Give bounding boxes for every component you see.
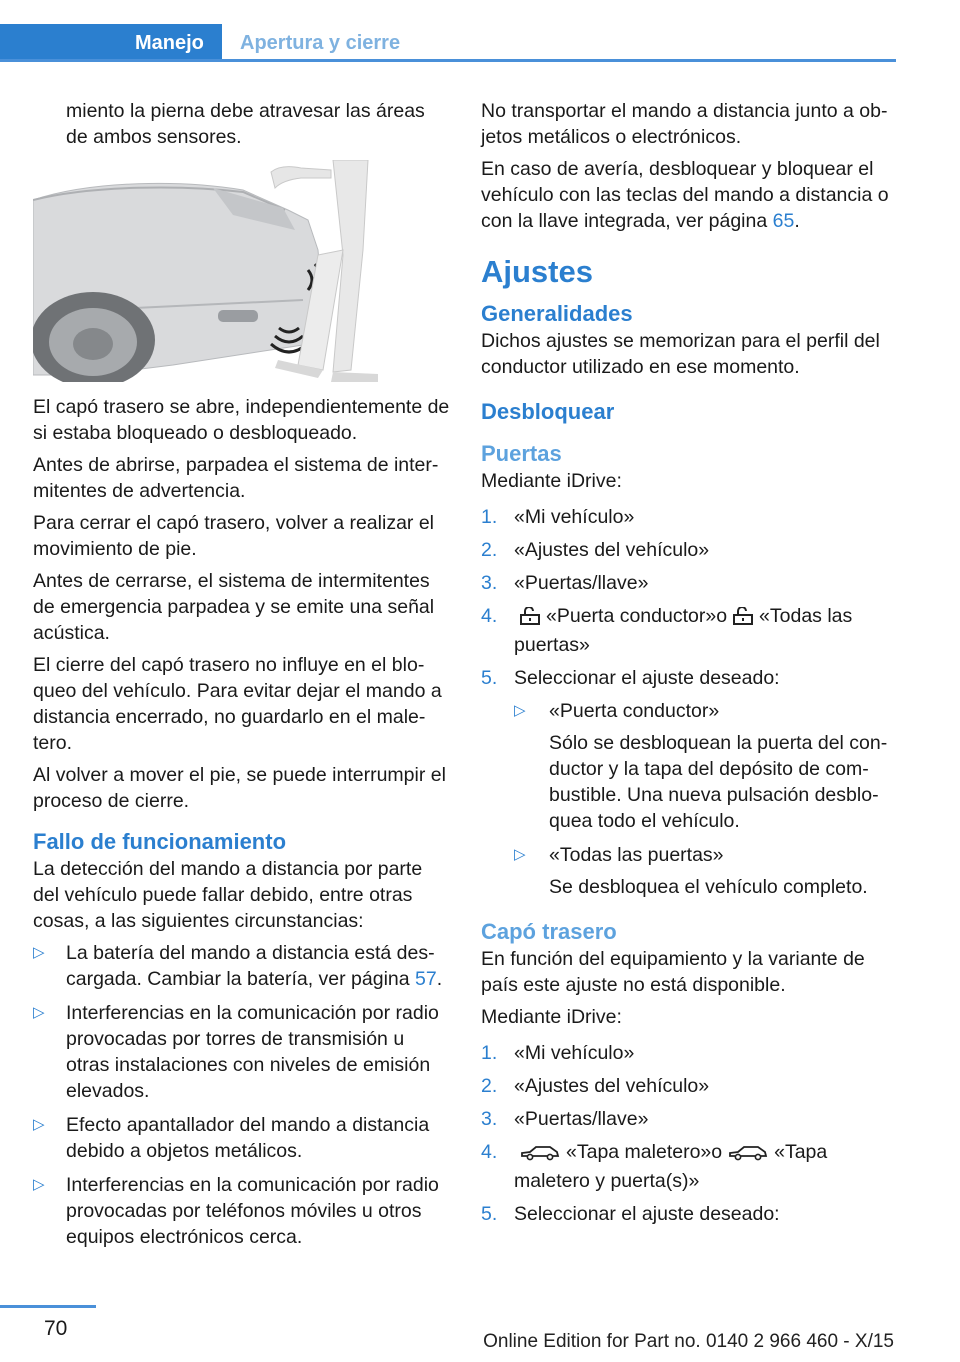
- paragraph: El cierre del capó trasero no influye en el bloqueo del vehículo. Para evitar dejar el mando a distancia encerrado, no guardarlo en el maletero.: [33, 654, 442, 754]
- list-number: 3.: [481, 572, 498, 594]
- page-link[interactable]: 65: [772, 210, 795, 232]
- page-header: [0, 24, 896, 62]
- paragraph: No transportar el mando a distancia junto a objetos metálicos o electrónicos.: [481, 100, 888, 148]
- heading-capo-trasero: Capó trasero: [481, 919, 617, 944]
- intro-paragraph: miento la pierna debe atravesar las áreas de ambos sensores.: [66, 100, 425, 148]
- paragraph: Dichos ajustes se memorizan para el perfil del conductor utilizado en ese momento.: [481, 330, 880, 378]
- list-item: [481, 1073, 896, 1099]
- list-item-text: «Ajustes del vehículo»: [514, 539, 710, 561]
- list-item-text: Seleccionar el ajuste deseado:: [514, 667, 780, 689]
- bullet-triangle-icon: ▷: [33, 1116, 45, 1133]
- tab-apertura-y-cierre[interactable]: Apertura y cierre: [240, 32, 401, 54]
- list-item: [481, 1040, 896, 1066]
- footer-edition-text: Online Edition for Part no. 0140 2 966 460 - X/15: [483, 1331, 894, 1352]
- list-item-text-end: .: [436, 968, 443, 990]
- paragraph: En función del equipamiento y la variante de país este ajuste no está disponible.: [481, 948, 865, 996]
- paragraph: Mediante iDrive:: [481, 470, 622, 492]
- list-item: [481, 1139, 896, 1194]
- sub-list-title: «Puerta conductor»: [549, 700, 720, 722]
- list-item-text: «Puerta conductor»o: [546, 605, 728, 627]
- heading-desbloquear: Desbloquear: [481, 399, 615, 424]
- sub-list-item: [481, 698, 896, 834]
- sub-list-title: «Todas las puertas»: [549, 844, 724, 866]
- paragraph: Para cerrar el capó trasero, volver a realizar el movimiento de pie.: [33, 512, 434, 560]
- paragraph: La detección del mando a distancia por parte del vehículo puede fallar debido, entre otras cosas, a las siguientes circunstancias:: [33, 858, 423, 932]
- list-item-text: «Todas las puertas»: [514, 605, 853, 656]
- sub-list-text: Se desbloquea el vehículo completo.: [549, 876, 868, 898]
- list-item-text: «Tapa maletero y puerta(s)»: [514, 1141, 828, 1192]
- heading-generalidades: Generalidades: [481, 301, 633, 326]
- paragraph: Antes de abrirse, parpadea el sistema de intermitentes de advertencia.: [33, 454, 439, 502]
- car-trunk-icon: [520, 1142, 560, 1168]
- list-item-text: «Puertas/llave»: [514, 572, 649, 594]
- paragraph: [481, 156, 896, 234]
- list-item-text: «Mi vehículo»: [514, 1042, 635, 1064]
- tab-manejo[interactable]: Manejo: [0, 24, 222, 62]
- list-item: [33, 940, 451, 992]
- heading-fallo-de-funcionamiento: Fallo de funcionamiento: [33, 829, 287, 854]
- list-item: [33, 1172, 451, 1250]
- heading-ajustes: Ajustes: [481, 254, 593, 289]
- list-item: [481, 603, 896, 658]
- list-number: 1.: [481, 506, 498, 528]
- left-column: [33, 98, 451, 1258]
- page-number: 70: [44, 1317, 68, 1340]
- kick-sensor-illustration: [33, 160, 403, 382]
- list-item-text: «Tapa maletero»o: [566, 1141, 723, 1163]
- list-number: 4.: [481, 605, 498, 627]
- list-number: 4.: [481, 1141, 498, 1163]
- list-item: [33, 1112, 451, 1164]
- list-item-text: «Mi vehículo»: [514, 506, 635, 528]
- list-item-text: Interferencias en la comunicación por radio provocadas por torres de transmisión u otras instalaciones con niveles de emisión elevados.: [66, 1002, 439, 1102]
- door-unlock-icon: [520, 606, 540, 632]
- sub-list-item: [481, 842, 896, 900]
- car-trunk-icon: [728, 1142, 768, 1168]
- bullet-triangle-icon: ▷: [33, 1004, 45, 1021]
- list-item: [481, 665, 896, 691]
- list-item-text: Seleccionar el ajuste deseado:: [514, 1203, 780, 1225]
- paragraph: El capó trasero se abre, independientemente de si estaba bloqueado o desbloqueado.: [33, 396, 450, 444]
- bullet-triangle-icon: ▷: [514, 702, 526, 719]
- header-rule: [0, 59, 896, 62]
- list-item: [481, 537, 896, 563]
- list-item-text: «Puertas/llave»: [514, 1108, 649, 1130]
- paragraph-text: En caso de avería, desbloquear y bloquear el vehículo con las teclas del mando a distancia o con la llave integrada, ver página: [481, 158, 889, 232]
- list-item: [481, 504, 896, 530]
- list-item: [33, 1000, 451, 1104]
- bullet-triangle-icon: ▷: [33, 1176, 45, 1193]
- list-number: 3.: [481, 1108, 498, 1130]
- page-link[interactable]: 57: [415, 968, 437, 990]
- list-number: 5.: [481, 1203, 498, 1225]
- list-number: 2.: [481, 539, 498, 561]
- bullet-triangle-icon: ▷: [514, 846, 526, 863]
- heading-puertas: Puertas: [481, 441, 562, 466]
- list-item-text: Efecto apantallador del mando a distancia debido a objetos metálicos.: [66, 1114, 430, 1162]
- paragraph: Al volver a mover el pie, se puede interrumpir el proceso de cierre.: [33, 764, 446, 812]
- list-number: 2.: [481, 1075, 498, 1097]
- list-item-text: «Ajustes del vehículo»: [514, 1075, 710, 1097]
- paragraph: Mediante iDrive:: [481, 1006, 622, 1028]
- paragraph: Antes de cerrarse, el sistema de intermitentes de emergencia parpadea y se emite una señal acústica.: [33, 570, 435, 644]
- list-number: 5.: [481, 667, 498, 689]
- list-item-text: Interferencias en la comunicación por radio provocadas por teléfonos móviles u otros equipos electrónicos cerca.: [66, 1174, 439, 1248]
- list-item: [481, 1201, 896, 1227]
- paragraph-text-end: .: [794, 210, 800, 232]
- bullet-triangle-icon: ▷: [33, 944, 45, 961]
- list-number: 1.: [481, 1042, 498, 1064]
- door-unlock-icon: [733, 606, 753, 632]
- list-item-text: La batería del mando a distancia está descargada. Cambiar la batería, ver página: [66, 942, 435, 990]
- list-item: [481, 570, 896, 596]
- footer-rule: [0, 1305, 96, 1308]
- sub-list-text: Sólo se desbloquean la puerta del conductor y la tapa del depósito de combustible. Una nueva pulsación desbloquea todo el vehículo.: [549, 732, 888, 832]
- list-item: [481, 1106, 896, 1132]
- right-column: [481, 98, 896, 1234]
